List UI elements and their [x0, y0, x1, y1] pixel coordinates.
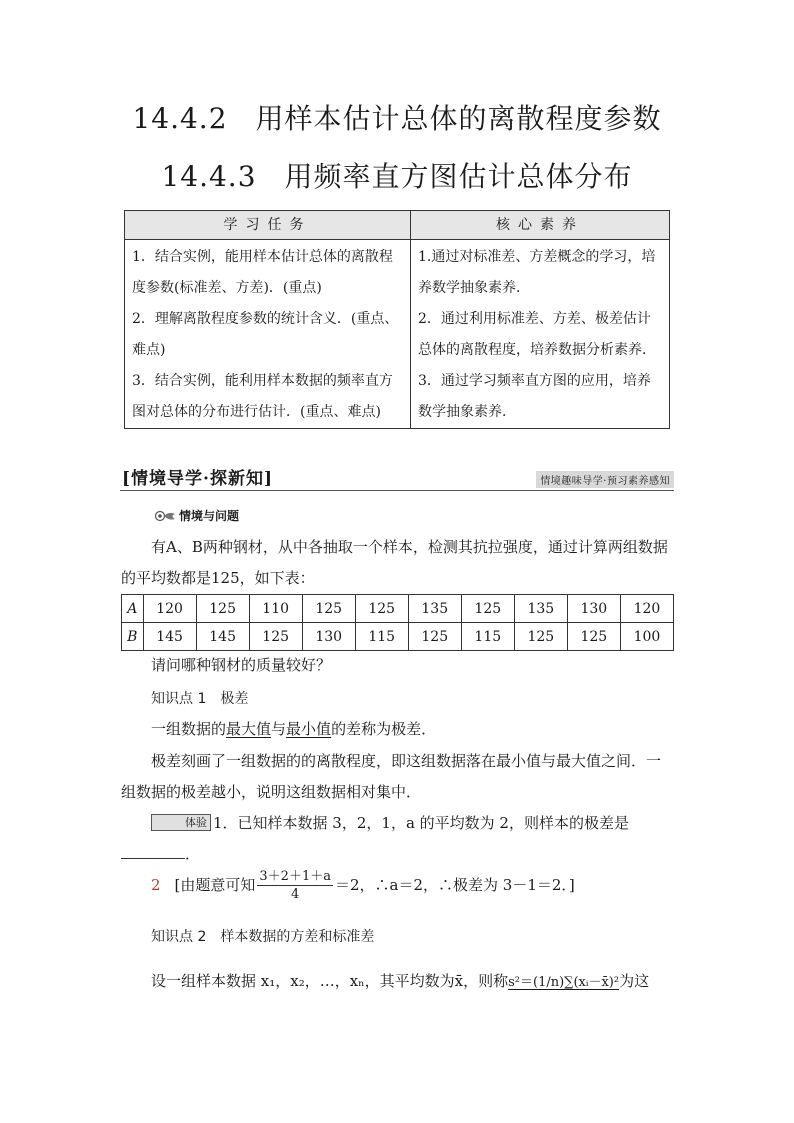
table-cell: 100: [620, 623, 673, 651]
fraction-numerator: 3＋2＋1＋a: [259, 869, 331, 884]
section-subtitle: 情境趣味导学·预习素养感知: [536, 471, 674, 488]
section-header-bar: [120, 464, 674, 491]
table-cell: 125: [408, 623, 461, 651]
exercise-end: ．: [185, 845, 201, 863]
table-cell: 125: [249, 623, 302, 651]
fraction: [257, 868, 333, 903]
table-row: [122, 595, 674, 623]
title-text-2: 用频率直方图估计总体分布: [284, 160, 633, 193]
table-cell: 125: [514, 623, 567, 651]
learning-task-table: [124, 210, 670, 429]
title-line-1: [0, 97, 794, 137]
title-line-2: [0, 155, 794, 195]
table-row: [122, 623, 674, 651]
def-text: 一组数据的: [151, 720, 227, 738]
range-definition: [121, 714, 674, 745]
table-cell: 125: [302, 595, 355, 623]
task-item: 3．结合实例，能利用样本数据的频率直方图对总体的分布进行估计．(重点、难点): [132, 373, 393, 420]
table-cell: 130: [567, 595, 620, 623]
table-cell: 145: [143, 623, 196, 651]
variance-definition: [121, 966, 674, 998]
variance-formula: s²＝(1/n)∑(xᵢ－x̄)²: [508, 975, 620, 990]
table-cell: 115: [461, 623, 514, 651]
table-cell: 120: [143, 595, 196, 623]
exercise-paragraph: [121, 808, 674, 870]
max-value-term: 最大值: [226, 720, 272, 738]
answer-blank: [121, 844, 185, 859]
table-cell: 130: [302, 623, 355, 651]
fraction-denominator: 4: [291, 887, 300, 902]
header-core-literacy: 核心素养: [411, 211, 670, 240]
subhead-text: 情境与问题: [179, 509, 240, 523]
task-item: 1．结合实例，能用样本估计总体的离散程度参数(标准差、方差)．(重点): [132, 249, 393, 296]
row-label: B: [122, 623, 144, 651]
literacy-item: 2．通过利用标准差、方差、极差估计总体的离散程度，培养数据分析素养．: [418, 311, 656, 358]
intro-paragraph: 有A、B两种钢材，从中各抽取一个样本，检测其抗拉强度，通过计算两组数据的平均数都是125，如下表：: [121, 538, 668, 587]
learning-tasks-cell: [125, 240, 411, 429]
steel-data-table: [121, 594, 674, 651]
core-literacy-cell: [411, 240, 670, 429]
min-value-term: 最小值: [286, 720, 332, 738]
task-item: 2．理解离散程度参数的统计含义．(重点、难点): [132, 311, 399, 358]
variance-text: 设一组样本数据 x₁，x₂，…，xₙ，其平均数为x̄，则称: [151, 972, 509, 990]
solution-line: [151, 868, 671, 903]
swirl-icon: [154, 510, 176, 522]
table-cell: 110: [249, 595, 302, 623]
answer-value: 2: [151, 876, 161, 894]
table-cell: 115: [355, 623, 408, 651]
def-text: 与: [271, 720, 287, 738]
table-cell: 135: [514, 595, 567, 623]
table-cell: 125: [196, 595, 249, 623]
question-text: 请问哪种钢材的质量较好？: [151, 656, 332, 674]
literacy-item: 3．通过学习频率直方图的应用，培养数学抽象素养．: [418, 373, 651, 420]
section-title: [情境导学·探新知]: [122, 469, 274, 489]
row-label: A: [122, 595, 144, 623]
exercise-badge: 体验: [151, 814, 211, 831]
table-cell: 135: [408, 595, 461, 623]
variance-text-end: 为这: [619, 972, 650, 990]
def-text: 的差称为极差．: [331, 720, 437, 738]
table-cell: 125: [461, 595, 514, 623]
header-learning-tasks: 学习任务: [125, 211, 411, 240]
knowledge-point-1-title: 知识点 1 极差: [151, 691, 249, 707]
table-cell: 125: [355, 595, 408, 623]
literacy-item: 1.通过对标准差、方差概念的学习，培养数学抽象素养．: [418, 249, 656, 296]
exercise-text: 1．已知样本数据 3，2，1，a 的平均数为 2，则样本的极差是: [213, 814, 629, 832]
table-cell: 145: [196, 623, 249, 651]
knowledge-point-2-title: 知识点 2 样本数据的方差和标准差: [151, 929, 375, 945]
section-number-1: 14.4.2: [132, 102, 228, 135]
solution-suffix: ＝2，∴a＝2，∴极差为 3－1＝2．]: [334, 876, 575, 894]
range-description: 极差刻画了一组数据的的离散程度，即这组数据落在最小值与最大值之间．一组数据的极差越小，说明这组数据相对集中．: [121, 752, 662, 801]
solution-prefix: [由题意可知: [174, 876, 256, 894]
table-cell: 125: [567, 623, 620, 651]
section-number-2: 14.4.3: [161, 160, 257, 193]
table-cell: 120: [620, 595, 673, 623]
title-text-1: 用样本估计总体的离散程度参数: [255, 102, 662, 135]
situation-question-heading: [154, 507, 239, 524]
